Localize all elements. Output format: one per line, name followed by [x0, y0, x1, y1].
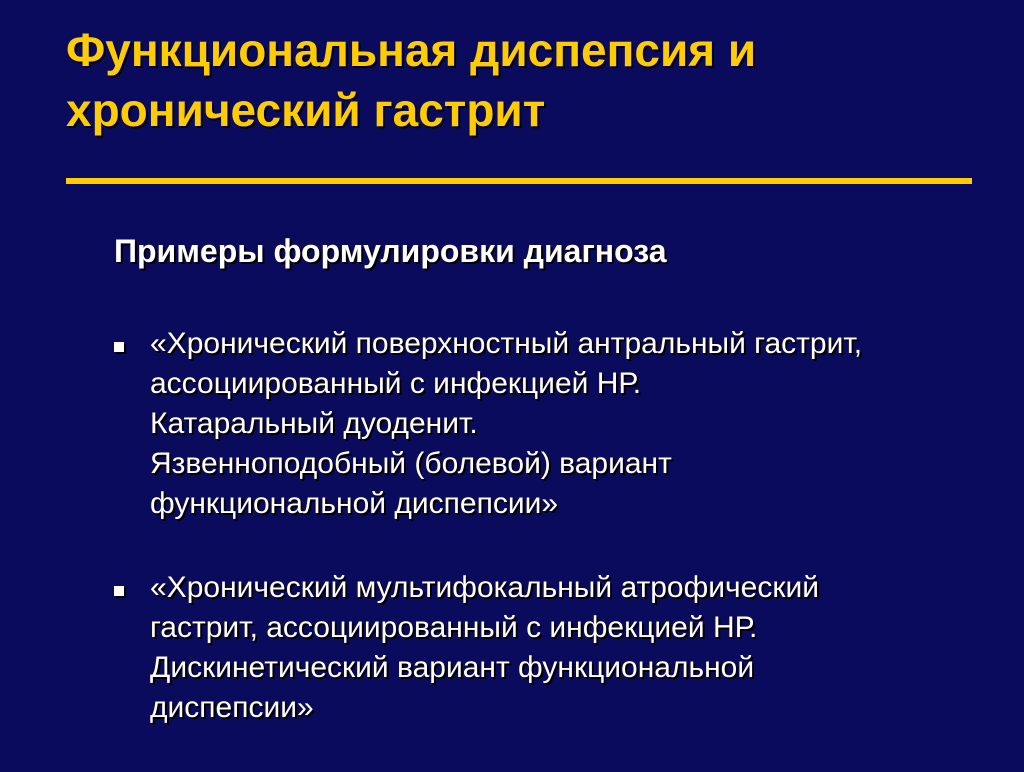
- bullet-2-line-3: Дискинетический вариант функциональной: [150, 651, 755, 684]
- square-bullet-icon: [114, 342, 124, 352]
- bullet-2-line-1: «Хронический мультифокальный атрофический: [150, 571, 819, 604]
- slide-title: [66, 20, 986, 140]
- bullet-1-line-2: ассоциированный с инфекцией НР.: [150, 367, 642, 400]
- bullet-2-line-4: диспепсии»: [150, 691, 314, 724]
- bullet-1-line-5: функциональной диспепсии»: [150, 487, 559, 520]
- bullet-2-line-2: гастрит, ассоциированный с инфекцией НР.: [150, 611, 758, 644]
- square-bullet-icon: [114, 586, 124, 596]
- bullet-1-line-3: Катаральный дуоденит.: [150, 407, 478, 440]
- title-divider: [66, 178, 972, 184]
- slide-title-line-2: хронический гастрит: [66, 84, 546, 136]
- slide-title-line-1: Функциональная диспепсия и: [66, 24, 757, 76]
- bullet-item-2: [114, 568, 994, 728]
- bullet-list: [114, 324, 994, 772]
- bullet-1-line-4: Язвенноподобный (болевой) вариант: [150, 447, 672, 480]
- bullet-1-line-1: «Хронический поверхностный антральный гастрит,: [150, 327, 863, 360]
- slide-subtitle: Примеры формулировки диагноза: [114, 233, 667, 269]
- bullet-item-1: [114, 324, 994, 524]
